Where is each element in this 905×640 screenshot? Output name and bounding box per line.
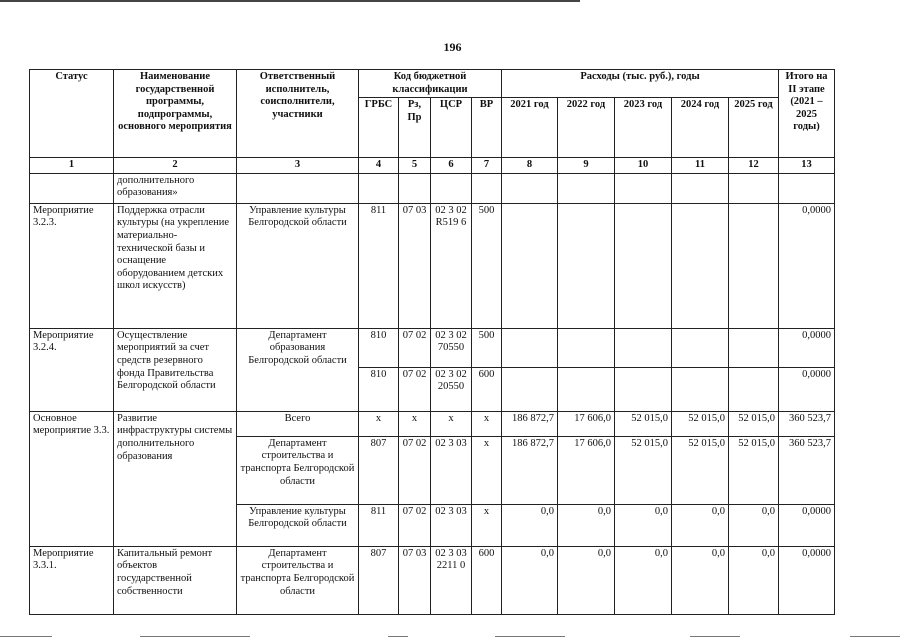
table-row (30, 203, 835, 328)
grbs-cell: 811 (359, 203, 399, 328)
header-2024: 2024 год (672, 98, 729, 158)
grbs-cell: х (359, 411, 399, 436)
y2021-cell: 0,0 (502, 504, 558, 546)
table-row (30, 328, 835, 367)
name-cell: Поддержка отрасли культуры (на укрепление материально-технической базы и оснащение оборудованием детских школ искусств) (114, 203, 237, 328)
y2025-cell: 0,0 (729, 504, 779, 546)
total-cell: 360 523,7 (779, 436, 835, 504)
y2022-cell: 0,0 (558, 546, 615, 614)
vr-cell: х (472, 436, 502, 504)
name-cell: Капитальный ремонт объектов государственной собственности (114, 546, 237, 614)
vr-cell: х (472, 504, 502, 546)
rzpr-cell: 07 02 (399, 367, 431, 411)
table-row (30, 411, 835, 436)
table-header (30, 70, 835, 158)
header-2023: 2023 год (615, 98, 672, 158)
total-cell: 360 523,7 (779, 411, 835, 436)
header-budget-code: Код бюджетной классификации (359, 70, 502, 98)
csr-cell: х (431, 411, 472, 436)
grbs-cell: 807 (359, 546, 399, 614)
name-cell: Развитие инфраструктуры системы дополнительного образования (114, 411, 237, 546)
bottom-rule (0, 636, 52, 637)
rzpr-cell: 07 03 (399, 546, 431, 614)
status-cell: Мероприятие 3.2.3. (30, 203, 114, 328)
csr-cell: 02 3 03 (431, 436, 472, 504)
y2025-cell: 0,0 (729, 546, 779, 614)
grbs-cell: 811 (359, 504, 399, 546)
y2024-cell: 52 015,0 (672, 436, 729, 504)
y2021-cell: 0,0 (502, 546, 558, 614)
y2023-cell: 0,0 (615, 546, 672, 614)
executor-cell: Управление культуры Белгородской области (237, 504, 359, 546)
total-cell: 0,0000 (779, 367, 835, 411)
y2025-cell: 52 015,0 (729, 436, 779, 504)
y2024-cell: 0,0 (672, 546, 729, 614)
executor-cell: Департамент образования Белгородской области (237, 328, 359, 411)
rzpr-cell: 07 02 (399, 328, 431, 367)
status-cell: Мероприятие 3.2.4. (30, 328, 114, 411)
vr-cell: 600 (472, 367, 502, 411)
rzpr-cell: х (399, 411, 431, 436)
y2023-cell: 52 015,0 (615, 436, 672, 504)
column-number: 4 (359, 158, 399, 174)
bottom-rule (495, 636, 565, 637)
bottom-rule (850, 636, 900, 637)
column-number: 1 (30, 158, 114, 174)
csr-cell: 02 3 02 R519 6 (431, 203, 472, 328)
page-number: 196 (443, 40, 462, 54)
name-cell: Осуществление мероприятий за счет средств резервного фонда Правительства Белгородской области (114, 328, 237, 411)
rzpr-cell: 07 02 (399, 504, 431, 546)
bottom-rule (388, 636, 408, 637)
y2024-cell: 0,0 (672, 504, 729, 546)
total-cell: 0,0000 (779, 546, 835, 614)
column-number: 9 (558, 158, 615, 174)
grbs-cell: 810 (359, 328, 399, 367)
executor-cell: Всего (237, 411, 359, 436)
total-cell: 0,0000 (779, 504, 835, 546)
status-cell: Основное мероприятие 3.3. (30, 411, 114, 546)
y2024-cell: 52 015,0 (672, 411, 729, 436)
y2023-cell: 52 015,0 (615, 411, 672, 436)
name-cell: дополнительного образования» (114, 173, 237, 203)
header-rzpr: Рз, Пр (399, 98, 431, 158)
column-number: 5 (399, 158, 431, 174)
total-cell: 0,0000 (779, 328, 835, 367)
column-number: 13 (779, 158, 835, 174)
table-row (30, 546, 835, 614)
total-cell: 0,0000 (779, 203, 835, 328)
header-expenses: Расходы (тыс. руб.), годы (502, 70, 779, 98)
rzpr-cell: 07 03 (399, 203, 431, 328)
vr-cell: 600 (472, 546, 502, 614)
column-number: 2 (114, 158, 237, 174)
grbs-cell: 807 (359, 436, 399, 504)
y2021-cell: 186 872,7 (502, 411, 558, 436)
column-number: 6 (431, 158, 472, 174)
csr-cell: 02 3 02 70550 (431, 328, 472, 367)
csr-cell: 02 3 03 (431, 504, 472, 546)
csr-cell: 02 3 02 20550 (431, 367, 472, 411)
status-cell: Мероприятие 3.3.1. (30, 546, 114, 614)
vr-cell: 500 (472, 328, 502, 367)
bottom-rule (140, 636, 250, 637)
header-2025: 2025 год (729, 98, 779, 158)
y2021-cell: 186 872,7 (502, 436, 558, 504)
y2023-cell: 0,0 (615, 504, 672, 546)
y2025-cell: 52 015,0 (729, 411, 779, 436)
header-name: Наименование государственной программы, подпрограммы, основного мероприятия (114, 70, 237, 158)
header-status: Статус (30, 70, 114, 158)
y2022-cell: 17 606,0 (558, 411, 615, 436)
table-row (30, 173, 835, 203)
column-number: 10 (615, 158, 672, 174)
top-rule (0, 0, 580, 2)
header-vr: ВР (472, 98, 502, 158)
rzpr-cell: 07 02 (399, 436, 431, 504)
header-2022: 2022 год (558, 98, 615, 158)
column-number: 8 (502, 158, 558, 174)
column-number: 3 (237, 158, 359, 174)
grbs-cell: 810 (359, 367, 399, 411)
header-total: Итого на II этапе (2021 – 2025 годы) (779, 70, 835, 158)
header-grbs: ГРБС (359, 98, 399, 158)
column-number: 7 (472, 158, 502, 174)
bottom-rule (690, 636, 740, 637)
budget-table (29, 69, 835, 615)
executor-cell: Департамент строительства и транспорта Белгородской области (237, 436, 359, 504)
status-cell (30, 173, 114, 203)
vr-cell: х (472, 411, 502, 436)
header-2021: 2021 год (502, 98, 558, 158)
column-number: 12 (729, 158, 779, 174)
executor-cell: Департамент строительства и транспорта Белгородской области (237, 546, 359, 614)
header-csr: ЦСР (431, 98, 472, 158)
y2022-cell: 0,0 (558, 504, 615, 546)
executor-cell: Управление культуры Белгородской области (237, 203, 359, 328)
header-responsible: Ответственный исполнитель, соисполнители, участники (237, 70, 359, 158)
column-number-row (30, 158, 835, 174)
column-number: 11 (672, 158, 729, 174)
csr-cell: 02 3 03 2211 0 (431, 546, 472, 614)
y2022-cell: 17 606,0 (558, 436, 615, 504)
vr-cell: 500 (472, 203, 502, 328)
